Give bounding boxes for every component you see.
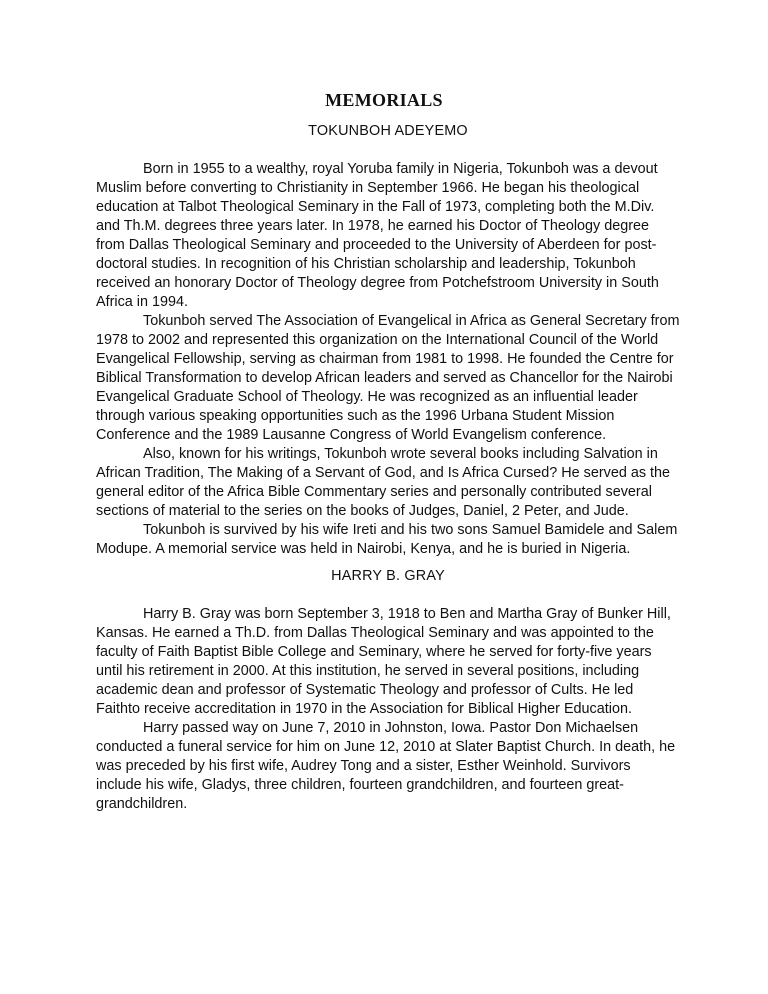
memorial-paragraph: Tokunboh is survived by his wife Ireti and his two sons Samuel Bamidele and Salem Modupe. A memorial service was held in Nairobi, Kenya, and he is buried in Nigeria. [96, 522, 678, 557]
memorial-paragraph: Also, known for his writings, Tokunboh wrote several books including Salvation in African Tradition, The Making of a Servant of God, and Is Africa Cursed? He served as the general editor of the Africa Bible Commentary series and personally contributed several sections of material to the series on the books of Judges, Daniel, 2 Peter, and Jude. [96, 446, 671, 519]
memorial-adeyemo [96, 122, 680, 559]
page-title: MEMORIALS [325, 90, 443, 110]
memorial-gray [96, 567, 680, 814]
memorial-paragraph: Tokunboh served The Association of Evangelical in Africa as General Secretary from 1978 to 2002 and represented this organization on the International Council of the World Evangelical Fellowship, serving as chairman from 1981 to 1998. He founded the Centre for Biblical Transformation to develop African leaders and served as Chancellor for the Nairobi Evangelical Graduate School of Theology. He was recognized as an influential leader through various speaking opportunities such as the 1996 Urbana Student Mission Conference and the 1989 Lausanne Congress of World Evangelism conference. [96, 313, 680, 443]
memorial-name-heading: TOKUNBOH ADEYEMO [308, 123, 468, 139]
memorial-paragraph: Born in 1955 to a wealthy, royal Yoruba family in Nigeria, Tokunboh was a devout Muslim before converting to Christianity in September 1966. He began his theological education at Talbot Theological Seminary in the Fall of 1973, completing both the M.Div. and Th.M. degrees three years later. In 1978, he earned his Doctor of Theology degree from Dallas Theological Seminary and proceeded to the University of Aberdeen for post-doctoral studies. In recognition of his Christian scholarship and leadership, Tokunboh received an honorary Doctor of Theology degree from Potchefstroom University in South Africa in 1994. [96, 161, 659, 310]
memorial-paragraph: Harry passed way on June 7, 2010 in Johnston, Iowa. Pastor Don Michaelsen conducted a funeral service for him on June 12, 2010 at Slater Baptist Church. In death, he was preceded by his first wife, Audrey Tong and a sister, Esther Weinhold. Survivors include his wife, Gladys, three children, fourteen grandchildren, and fourteen great-grandchildren. [96, 720, 676, 812]
memorial-paragraph: Harry B. Gray was born September 3, 1918 to Ben and Martha Gray of Bunker Hill, Kansas. He earned a Th.D. from Dallas Theological Seminary and was appointed to the faculty of Faith Baptist Bible College and Seminary, where he served for forty-five years until his retirement in 2000. At this institution, he served in several positions, including academic dean and professor of Systematic Theology and professor of Cults. He led Faithto receive accreditation in 1970 in the Association for Biblical Higher Education. [96, 606, 671, 717]
memorial-name-heading: HARRY B. GRAY [331, 568, 445, 584]
